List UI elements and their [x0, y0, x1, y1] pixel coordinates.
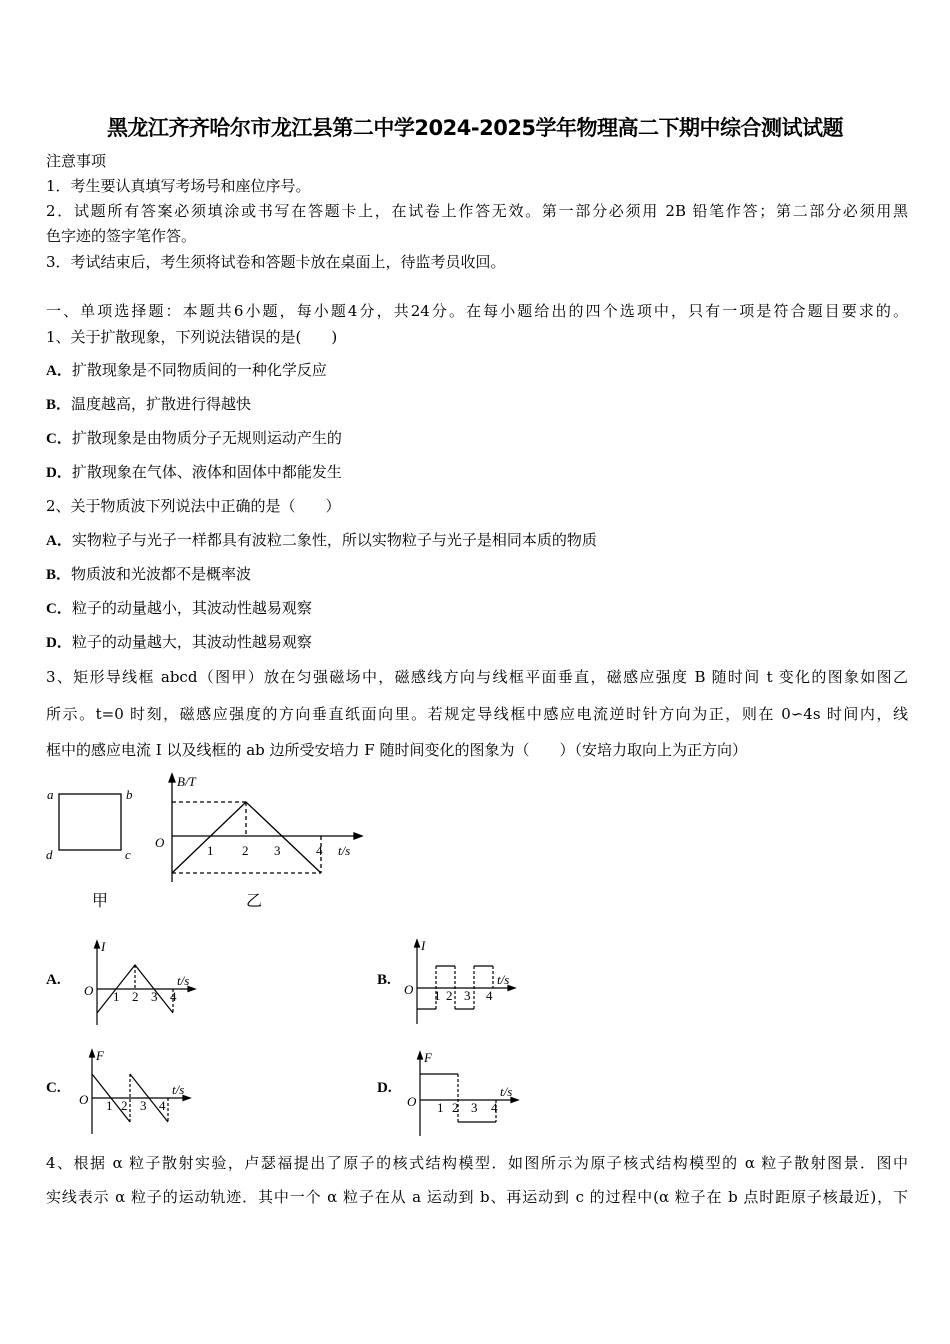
- question-stem: 4、根据 α 粒子散射实验，卢瑟福提出了原子的核式结构模型．如图所示为原子核式结构模型的 α 粒子散射图景．图中: [46, 1154, 908, 1172]
- svg-text:1: 1: [106, 1098, 113, 1113]
- svg-text:1: 1: [434, 988, 441, 1003]
- svg-text:4: 4: [316, 843, 323, 858]
- svg-text:4: 4: [486, 988, 493, 1003]
- svg-text:2: 2: [452, 1100, 459, 1115]
- svg-text:O: O: [404, 982, 414, 997]
- svg-text:2: 2: [446, 988, 453, 1003]
- notice-item: 1．考生要认真填写考场号和座位序号。: [46, 177, 311, 195]
- question-stem: 2、关于物质波下列说法中正确的是（ ）: [46, 497, 341, 515]
- svg-text:2: 2: [242, 843, 249, 858]
- notice-item: 色字迹的签字笔作答。: [46, 227, 197, 245]
- svg-text:3: 3: [464, 988, 471, 1003]
- svg-text:2: 2: [121, 1098, 128, 1113]
- svg-text:1: 1: [437, 1100, 444, 1115]
- svg-text:O: O: [84, 983, 94, 998]
- svg-text:乙: 乙: [246, 891, 263, 910]
- option-b: B．温度越高，扩散进行得越快: [46, 395, 252, 413]
- svg-text:1: 1: [113, 989, 120, 1004]
- question-stem: 所示。t=0 时刻，磁感应强度的方向垂直纸面向里。若规定导线框中感应电流逆时针方向为正，则在 0∽4s 时间内，线: [46, 705, 908, 723]
- svg-text:t/s: t/s: [500, 1084, 513, 1099]
- notice-heading: 注意事项: [46, 152, 107, 170]
- svg-text:4: 4: [491, 1100, 498, 1115]
- svg-text:O: O: [155, 835, 165, 850]
- b-t-graph-labels: [155, 774, 350, 910]
- svg-text:3: 3: [140, 1098, 147, 1113]
- svg-text:t/s: t/s: [177, 973, 190, 988]
- option-a-graph: [82, 939, 212, 1029]
- option-d: D．扩散现象在气体、液体和固体中都能发生: [46, 463, 342, 481]
- svg-text:t/s: t/s: [172, 1082, 185, 1097]
- svg-text:b: b: [126, 787, 133, 802]
- svg-text:4: 4: [170, 989, 177, 1004]
- svg-text:4: 4: [159, 1098, 166, 1113]
- question-stem: 框中的感应电流 I 以及线框的 ab 边所受安培力 F 随时间变化的图象为（ ）（安培力取向上为正方向）: [46, 741, 747, 759]
- svg-text:d: d: [46, 847, 53, 862]
- option-c-label: C.: [46, 1080, 61, 1096]
- svg-text:t/s: t/s: [497, 972, 510, 987]
- svg-text:1: 1: [207, 843, 214, 858]
- svg-text:O: O: [79, 1092, 89, 1107]
- svg-text:I: I: [421, 938, 426, 953]
- option-b-graph: [402, 938, 532, 1028]
- frame-diagram: [46, 787, 133, 910]
- svg-text:3: 3: [151, 989, 158, 1004]
- svg-text:F: F: [424, 1050, 432, 1065]
- svg-text:t/s: t/s: [338, 843, 351, 858]
- svg-text:2: 2: [132, 989, 139, 1004]
- svg-text:B/T: B/T: [177, 774, 196, 789]
- svg-text:3: 3: [471, 1100, 478, 1115]
- question-stem: 3、矩形导线框 abcd（图甲）放在匀强磁场中，磁感线方向与线框平面垂直，磁感应强度 B 随时间 t 变化的图象如图乙: [46, 668, 908, 686]
- option-c: C．扩散现象是由物质分子无规则运动产生的: [46, 429, 342, 447]
- option-a: A．扩散现象是不同物质间的一种化学反应: [46, 361, 327, 379]
- option-a-label: A.: [46, 972, 61, 988]
- option-c: C．粒子的动量越小，其波动性越易观察: [46, 599, 312, 617]
- notice-item: 2．试题所有答案必须填涂或书写在答题卡上，在试卷上作答无效。第一部分必须用 2B 铅笔作答；第二部分必须用黑: [46, 202, 908, 220]
- question-stem: 1、关于扩散现象，下列说法错误的是( ): [46, 328, 338, 346]
- page-title: 黑龙江齐齐哈尔市龙江县第二中学2024-2025学年物理高二下期中综合测试试题: [106, 116, 844, 140]
- svg-text:F: F: [96, 1048, 104, 1063]
- svg-text:O: O: [407, 1094, 417, 1109]
- option-c-graph: [77, 1048, 207, 1138]
- section-heading: 一、单项选择题：本题共6小题，每小题4分，共24分。在每小题给出的四个选项中，只有一项是符合题目要求的。: [46, 302, 908, 320]
- b-t-graph: [169, 774, 362, 882]
- option-b: B．物质波和光波都不是概率波: [46, 565, 252, 583]
- option-d: D．粒子的动量越大，其波动性越易观察: [46, 633, 312, 651]
- svg-text:I: I: [101, 939, 106, 954]
- option-a: A．实物粒子与光子一样都具有波粒二象性，所以实物粒子与光子是相同本质的物质: [46, 531, 597, 549]
- option-d-graph: [405, 1050, 535, 1140]
- svg-text:甲: 甲: [92, 891, 109, 910]
- question-stem: 实线表示 α 粒子的运动轨迹．其中一个 α 粒子在从 a 运动到 b、再运动到 c 的过程中(α 粒子在 b 点时距原子核最近)，下: [46, 1188, 908, 1206]
- notice-item: 3．考试结束后，考生须将试卷和答题卡放在桌面上，待监考员收回。: [46, 253, 506, 271]
- svg-text:c: c: [125, 847, 131, 862]
- option-d-label: D.: [377, 1080, 392, 1096]
- svg-text:3: 3: [274, 843, 281, 858]
- option-b-label: B.: [377, 972, 391, 988]
- svg-text:a: a: [47, 787, 54, 802]
